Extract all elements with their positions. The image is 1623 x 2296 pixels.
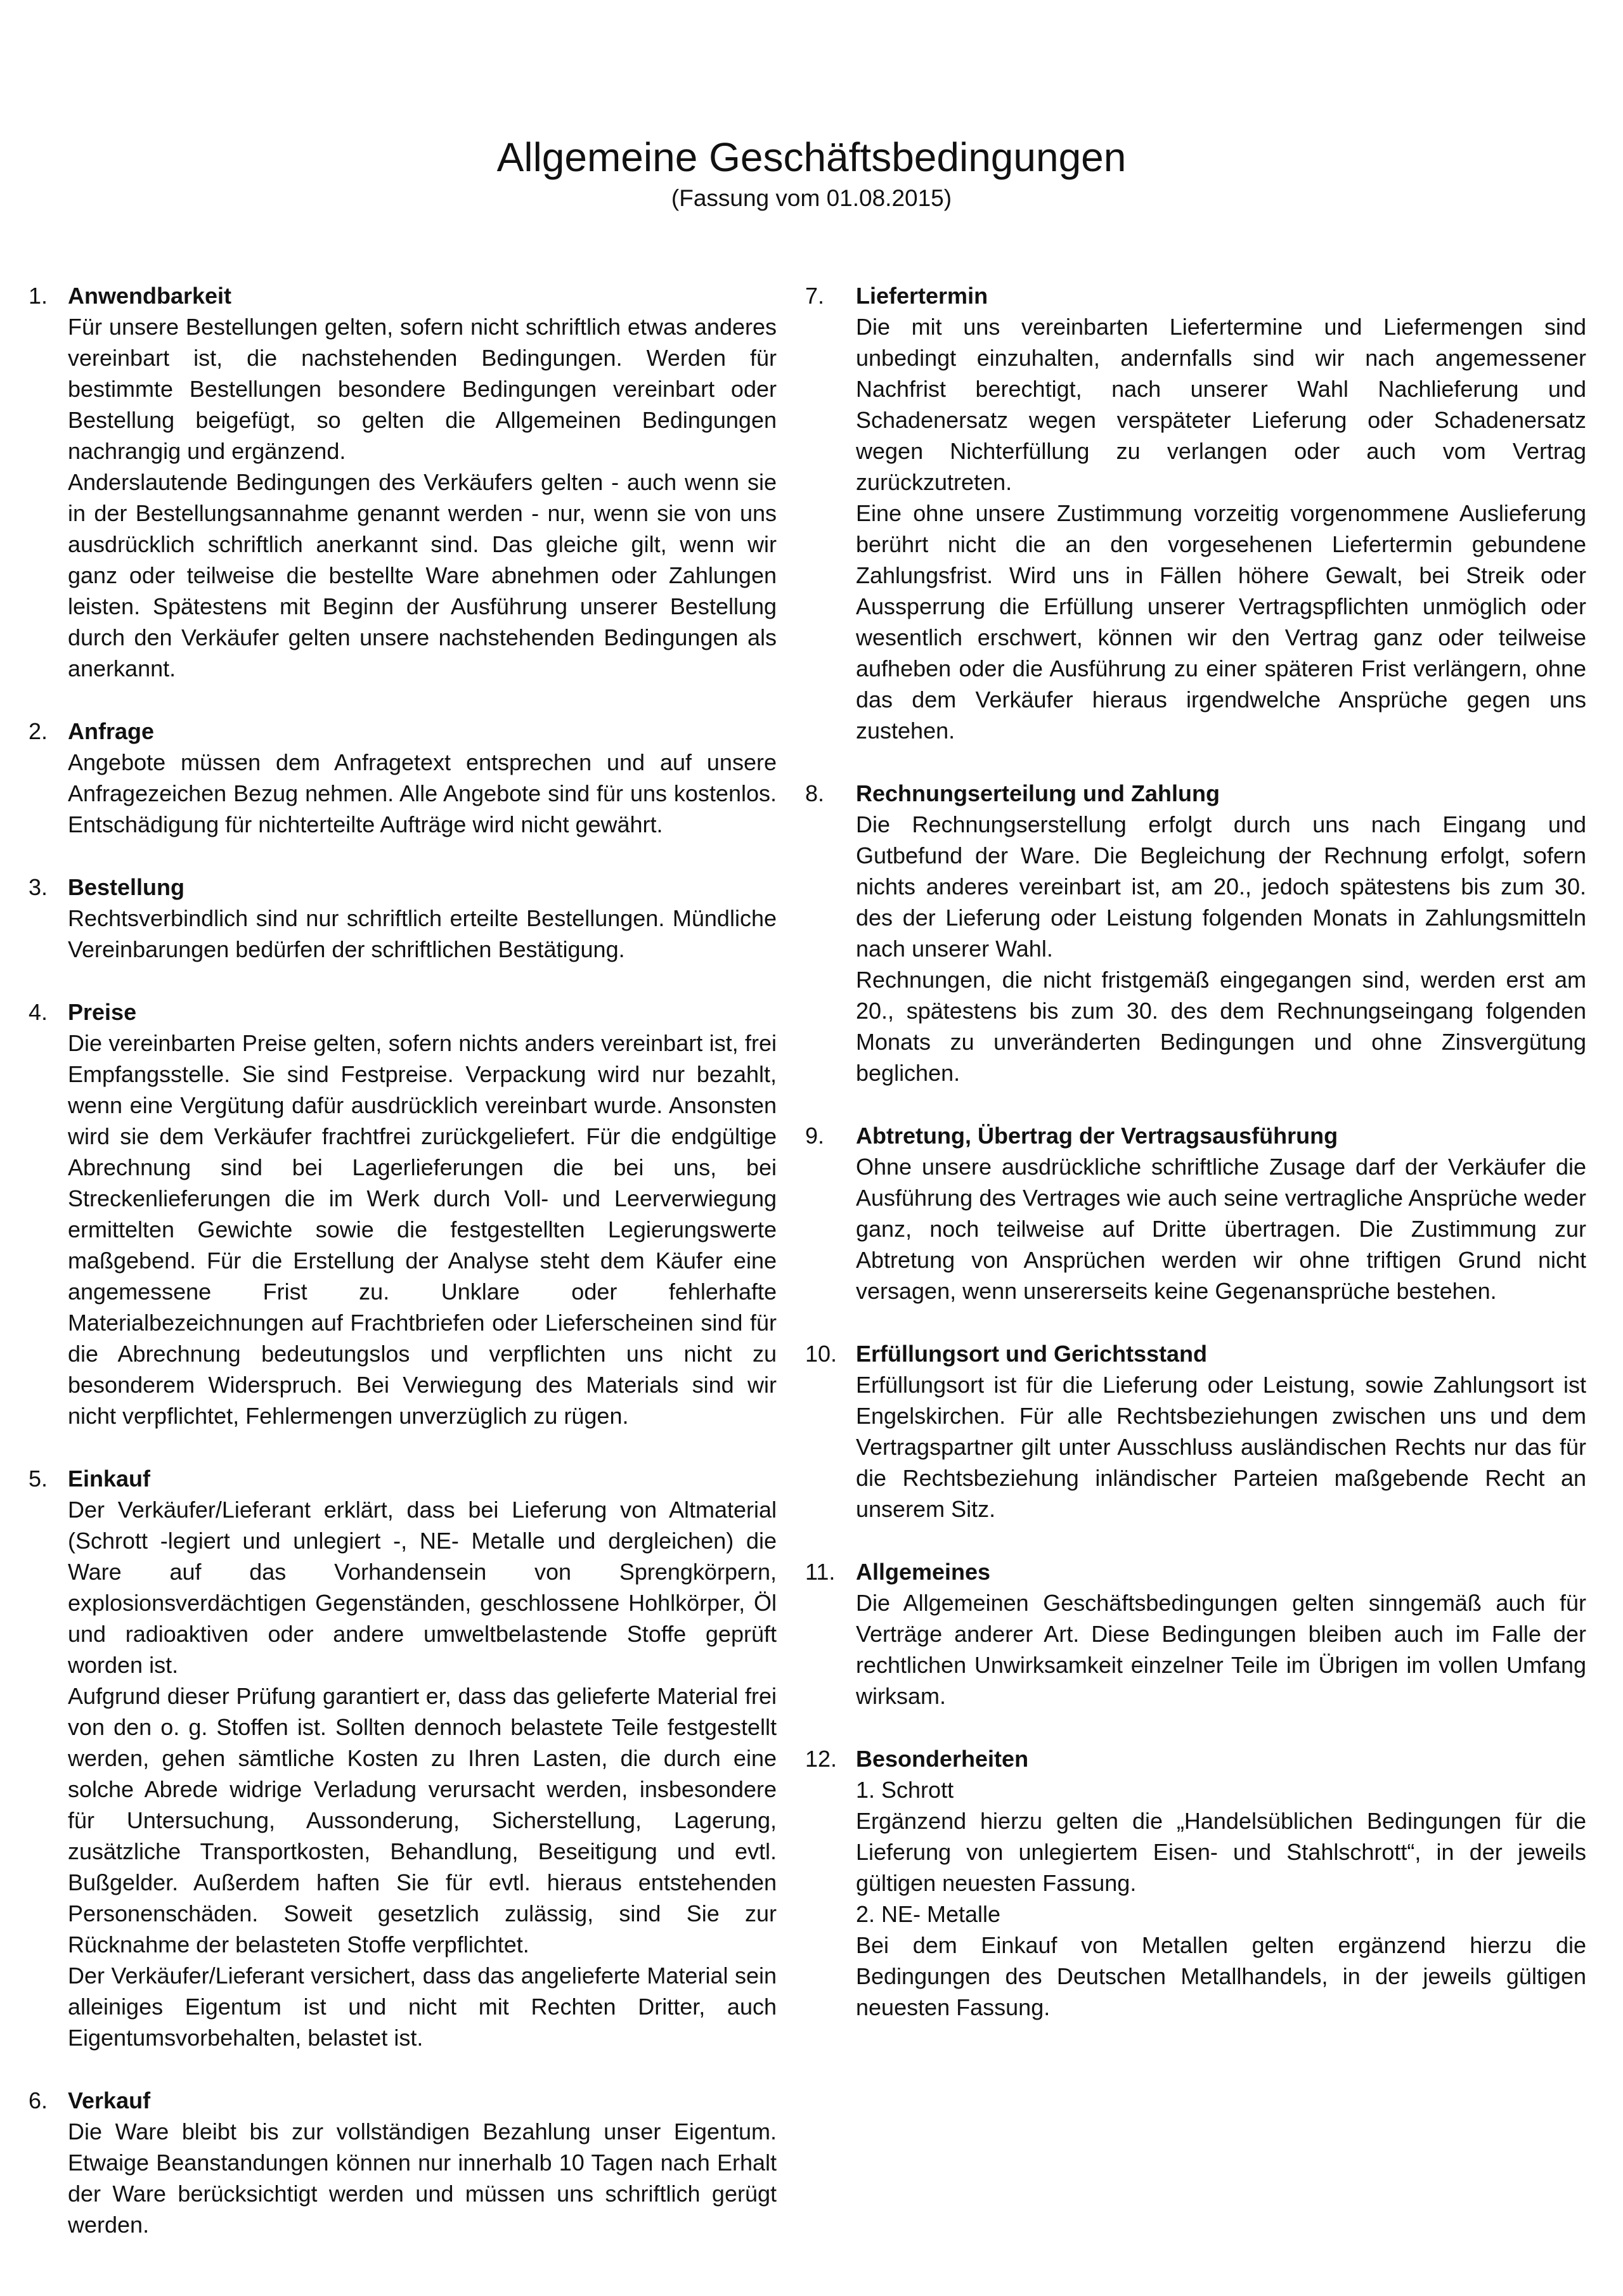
subsection-heading-schrott: 1. Schrott [856, 1777, 954, 1803]
section-title: Einkauf [68, 1466, 151, 1492]
section-paragraph: Die vereinbarten Preise gelten, sofern nichts anders vereinbart ist, frei Empfangsstelle. Sie sind Festpreise. Verpackung wird nur bezahlt, wenn eine Vergütung dafür ausdrücklich vereinbart wurde. Ansonsten wird sie dem Verkäufer frachtfrei zurückgeliefert. Für die endgültige Abrechnung sind bei Lagerlieferungen die bei uns, bei Streckenlieferungen die im Werk durch Voll- und Leerverwiegung ermittelten Gewichte sowie die festgestellten Legierungswerte maßgebend. Für die Erstellung der Analyse steht dem Käufer eine angemessene Frist zu. Unklare oder fehlerhafte Materialbezeichnungen auf Frachtbriefen oder Lieferscheinen sind für die Abrechnung bedeutungslos und verpflichten uns nicht zu besonderem Widerspruch. Bei Verwiegung des Materials sind wir nicht verpflichtet, Fehlermengen unverzüglich zu rügen. [68, 1030, 777, 1429]
section-paragraph: Aufgrund dieser Prüfung garantiert er, dass das gelieferte Material frei von den o. g. Stoffen ist. Sollten dennoch belastete Teile festgestellt werden, gehen sämtliche Kosten zu Ihren Lasten, die durch eine solche Abrede widrige Verladung verursacht werden, insbesondere für Untersuchung, Aussonderung, Sicherstellung, Lagerung, zusätzliche Transportkosten, Behandlung, Beseitigung und evtl. Bußgelder. Außerdem haften Sie für evtl. hieraus entstehenden Personenschäden. Soweit gesetzlich zulässig, sind Sie zur Rücknahme der belasteten Stoffe verpflichtet. [68, 1683, 777, 1957]
section-besonderheiten [805, 1743, 1586, 2023]
section-anfrage [29, 716, 777, 840]
section-number: 4. [29, 999, 48, 1025]
section-title: Rechnungserteilung und Zahlung [856, 780, 1220, 806]
document-subtitle: (Fassung vom 01.08.2015) [671, 184, 952, 211]
section-title: Verkauf [68, 2087, 151, 2113]
section-title: Liefertermin [856, 283, 988, 309]
section-paragraph: Für unsere Bestellungen gelten, sofern nicht schriftlich etwas anderes vereinbart ist, die nachstehenden Bedingungen. Werden für bestimmte Bestellungen besondere Bedingungen vereinbart oder Bestellung beigefügt, so gelten die Allgemeinen Bedingungen nachrangig und ergänzend. [68, 314, 777, 464]
section-paragraph: Angebote müssen dem Anfragetext entsprechen und auf unsere Anfragezeichen Bezug nehmen. Alle Angebote sind für uns kostenlos. Entschädigung für nichterteilte Aufträge wird nicht gewährt. [68, 749, 777, 837]
section-rechnungserteilung [805, 778, 1586, 1088]
section-einkauf [29, 1463, 777, 2053]
section-title: Preise [68, 999, 137, 1025]
section-number: 11. [805, 1559, 836, 1585]
section-anwendbarkeit [29, 280, 777, 684]
section-number: 3. [29, 874, 48, 900]
section-bestellung [29, 872, 777, 965]
section-number: 2. [29, 718, 48, 744]
section-title: Abtretung, Übertrag der Vertragsausführung [856, 1123, 1338, 1149]
section-paragraph: Die mit uns vereinbarten Liefertermine und Liefermengen sind unbedingt einzuhalten, andernfalls sind wir nach angemessener Nachfrist berechtigt, nach unserer Wahl Nachlieferung und Schadenersatz wegen verspäteter Lieferung oder Schadenersatz wegen Nichterfüllung zu verlangen oder auch vom Vertrag zurückzutreten. [856, 314, 1586, 495]
section-paragraph: Ohne unsere ausdrückliche schriftliche Zusage darf der Verkäufer die Ausführung des Vertrages wie auch seine vertragliche Ansprüche weder ganz, noch teilweise auf Dritte übertragen. Die Zustimmung zur Abtretung von Ansprüchen werden wir ohne triftigen Grund nicht versagen, wenn unsererseits keine Gegenansprüche bestehen. [856, 1154, 1586, 1304]
section-title: Allgemeines [856, 1559, 991, 1585]
document-header [0, 133, 1623, 212]
subsection-paragraph: Bei dem Einkauf von Metallen gelten ergänzend hierzu die Bedingungen des Deutschen Metallhandels, in der jeweils gültigen neuesten Fassung. [856, 1932, 1586, 2020]
document-title: Allgemeine Geschäftsbedingungen [496, 134, 1127, 180]
section-paragraph: Die Allgemeinen Geschäftsbedingungen gelten sinngemäß auch für Verträge anderer Art. Diese Bedingungen bleiben auch im Falle der rechtlichen Unwirksamkeit einzelner Teile im Übrigen im vollen Umfang wirksam. [856, 1590, 1586, 1709]
section-title: Besonderheiten [856, 1746, 1029, 1772]
section-allgemeines [805, 1556, 1586, 1712]
section-paragraph: Die Ware bleibt bis zur vollständigen Bezahlung unser Eigentum. Etwaige Beanstandungen können nur innerhalb 10 Tagen nach Erhalt der Ware berücksichtigt werden und müssen uns schriftlich gerügt werden. [68, 2119, 777, 2238]
section-number: 10. [805, 1341, 837, 1367]
section-title: Anwendbarkeit [68, 283, 232, 309]
section-paragraph: Eine ohne unsere Zustimmung vorzeitig vorgenommene Auslieferung berührt nicht die an den vorgesehenen Liefertermin gebundene Zahlungsfrist. Wird uns in Fällen höhere Gewalt, bei Streik oder Aussperrung die Erfüllung unserer Vertragspflichten unmöglich oder wesentlich erschwert, können wir den Vertrag ganz oder teilweise aufheben oder die Ausführung zu einer späteren Frist verlängern, ohne das dem Verkäufer hieraus irgendwelche Ansprüche gegen uns zustehen. [856, 500, 1586, 744]
section-preise [29, 996, 777, 1431]
section-number: 5. [29, 1466, 48, 1492]
section-number: 6. [29, 2087, 48, 2113]
section-title: Erfüllungsort und Gerichtsstand [856, 1341, 1208, 1367]
section-liefertermin [805, 280, 1586, 746]
section-title: Anfrage [68, 718, 155, 744]
section-number: 9. [805, 1123, 825, 1149]
section-title: Bestellung [68, 874, 185, 900]
section-number: 1. [29, 283, 48, 309]
section-paragraph: Die Rechnungserstellung erfolgt durch uns nach Eingang und Gutbefund der Ware. Die Begleichung der Rechnung erfolgt, sofern nichts anderes vereinbart ist, am 20., jedoch spätestens bis zum 30. des der Lieferung oder Leistung folgenden Monats in Zahlungsmitteln nach unserer Wahl. [856, 811, 1586, 962]
section-number: 7. [805, 283, 825, 309]
section-number: 8. [805, 780, 825, 806]
section-abtretung [805, 1120, 1586, 1306]
section-paragraph: Rechtsverbindlich sind nur schriftlich erteilte Bestellungen. Mündliche Vereinbarungen bedürfen der schriftlichen Bestätigung. [68, 905, 777, 962]
right-column [805, 280, 1586, 2054]
section-paragraph: Rechnungen, die nicht fristgemäß eingegangen sind, werden erst am 20., spätestens bis zum 30. des dem Rechnungseingang folgenden Monats zu unveränderten Bedingungen und ohne Zinsvergütung beglichen. [856, 967, 1586, 1086]
section-verkauf [29, 2085, 777, 2240]
subsection-paragraph: Ergänzend hierzu gelten die „Handelsüblichen Bedingungen für die Lieferung von unlegiertem Eisen- und Stahlschrott“, in der jeweils gültigen neuesten Fassung. [856, 1808, 1586, 1896]
subsection-heading-ne-metalle: 2. NE- Metalle [856, 1901, 1001, 1927]
section-paragraph: Der Verkäufer/Lieferant erklärt, dass bei Lieferung von Altmaterial (Schrott -legiert und unlegiert -, NE- Metalle und dergleichen) die Ware auf das Vorhandensein von Sprengkörpern, explosionsverdächtigen Gegenständen, geschlossene Hohlkörper, Öl und radioaktiven oder andere umweltbelastende Stoffe geprüft worden ist. [68, 1497, 777, 1678]
section-number: 12. [805, 1746, 837, 1772]
left-column [29, 280, 777, 2272]
section-paragraph: Der Verkäufer/Lieferant versichert, dass das angelieferte Material sein alleiniges Eigentum ist und nicht mit Rechten Dritter, auch Eigentumsvorbehalten, belastet ist. [68, 1963, 777, 2051]
section-erfuellungsort [805, 1338, 1586, 1525]
section-paragraph: Anderslautende Bedingungen des Verkäufers gelten - auch wenn sie in der Bestellungsannahme genannt werden - nur, wenn sie von uns ausdrücklich schriftlich anerkannt sind. Das gleiche gilt, wenn wir ganz oder teilweise die bestellte Ware abnehmen oder Zahlungen leisten. Spätestens mit Beginn der Ausführung unserer Bestellung durch den Verkäufer gelten unsere nachstehenden Bedingungen als anerkannt. [68, 469, 777, 681]
section-paragraph: Erfüllungsort ist für die Lieferung oder Leistung, sowie Zahlungsort ist Engelskirchen. Für alle Rechtsbeziehungen zwischen uns und dem Vertragspartner gilt unter Ausschluss ausländischen Rechts nur das für die Rechtsbeziehung inländischer Parteien maßgebende Recht an unserem Sitz. [856, 1372, 1586, 1522]
